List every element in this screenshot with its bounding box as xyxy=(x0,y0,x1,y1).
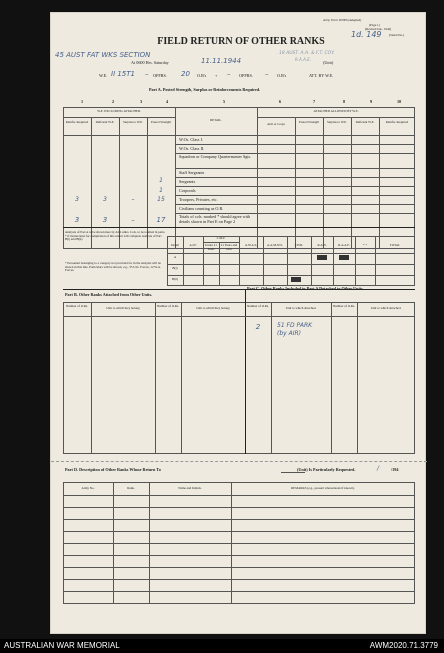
col-header: Deficient W.E. xyxy=(95,120,115,124)
row-label: Staff Sergeants xyxy=(179,170,205,175)
analysis-col: A.W.A.S. xyxy=(244,243,258,247)
corporals-posted: 1 xyxy=(159,187,163,194)
form-page: Army Form W3009 (Adapted) (Page 1) (Revised Jan., 1942) (Serial No.) 1d. 149 FIELD RETURN OF OTHER RANKS 45 AUST FAT WKS SECTION 18 AUST. A.A. & F.T. COY. R.A.A.E. At 0600 Hrs. Saturday 11.11.1944 (Unit) W.E. II 15T1 OFFRS. – O.R's 20 + – OFFRS. – O.R's ATT. BY W.E. Part A. Posted Strength, Surplus or Reinforcements Required. 1 2 3 4 5 6 7 8 9 10 W.E. EXCLUDING ATTACHED. ATTACHED ALLOWED BY W.E. DETAIL. Reinfts. Required Deficient W.E. Surplus to W.E. Posted Strength Arm or Corps Posted Strength Surplus to W.E. Deficient W.E. Reinfts. Required W.Os. Class I. W.Os. Class II. Squadron or Company Quartermaster Sgts. Staff Sergeants Sergeants Corporals Troopers, Privates, etc. Civilians counting as O.R. Totals of cols. marked * should agree with details shown in Part E on Page 2 1 1 3 3 – 15 3 3 – 17 Analysis of Part A to be shown here by ALL units. Cols. to be totalled in pairs. * if instructions for compilation of this return will complete analysis of Part B(i) and B(ii). * Personnel belonging to a category not provided for in the analysis will be shown in this line. Particulars will be shown, e.g., 35 U.K. Forces, 12 W.A. Forces. Detail A.I.F. C.M.F. Under 21 Years 21 Years and over A.W.A.S. A.A.M.W.S. CIVIL R.A.N. R.A.A.F. * * TOTAL A B(i) B(ii) Part B. Other Ranks Attached from Other Units. Part C. Other Ranks Included in Part A Detached to Other Units. Number of O.Rs. Unit to which they belong Number of O.Rs. Unit to which they belong Number of O.Rs. Unit to which detached. Number of O.Rs. Unit to which detached. 2 51 FD PARK (by AIR) Part D. Description of Other Ranks Whose Return To (Unit) Is Particularly Requested. / /194 Army No. Rank. Name and Initials. REMARKS (e.g., present whereabouts if known). xyxy=(50,12,426,634)
col-number: 10 xyxy=(397,99,402,104)
part-c-number: 2 xyxy=(255,323,261,331)
part-d-col: REMARKS (e.g., present whereabouts if known). xyxy=(291,486,355,490)
analysis-col: R.A.A.F. xyxy=(338,243,350,247)
analysis-row: A xyxy=(173,255,177,259)
part-d-col: Rank. xyxy=(127,486,135,490)
row-label: Corporals xyxy=(179,188,196,193)
analysis-col: 21 Years and over xyxy=(220,243,238,251)
col-header: Surplus to W.E. xyxy=(326,120,347,124)
page-title: FIELD RETURN OF OTHER RANKS xyxy=(157,36,325,47)
or-label: O.R's xyxy=(197,73,207,78)
redaction-mark xyxy=(339,255,349,260)
analysis-col: R.A.N. xyxy=(317,243,327,247)
part-c-unit: 51 FD PARK xyxy=(277,322,313,329)
part-b-col: Unit to which they belong xyxy=(106,306,140,310)
col-number: 4 xyxy=(166,99,169,104)
row-label: Sergeants xyxy=(179,179,196,184)
part-b-col: Number of O.Rs. xyxy=(157,304,179,308)
privates-deficient: 3 xyxy=(103,196,107,203)
col-header: Posted Strength xyxy=(298,120,320,124)
col-number: 8 xyxy=(343,99,346,104)
analysis-col: A.A.M.W.S. xyxy=(267,243,283,247)
footer-accession: AWM2020.71.3779 xyxy=(369,641,438,650)
col-number: 5 xyxy=(223,99,226,104)
personnel-note: * Personnel belonging to a category not provided for in the analysis will be shown in this line. Particulars will be shown, e.g., 35 U.K. Forces, 12 W.A. Forces. xyxy=(65,261,161,273)
part-b-col: Number of O.Rs. xyxy=(66,304,88,308)
footer-source: AUSTRALIAN WAR MEMORIAL xyxy=(4,641,120,650)
total-posted: 17 xyxy=(156,216,166,224)
att-label: ATT. BY W.E. xyxy=(309,73,334,78)
part-a-title: Part A. Posted Strength, Surplus or Reinforcements Required. xyxy=(149,87,261,92)
privates-surplus: – xyxy=(131,196,135,203)
analysis-row: B(ii) xyxy=(171,277,179,281)
col-header: Surplus to W.E. xyxy=(122,120,143,124)
analysis-col: C.M.F. xyxy=(216,236,226,240)
row-label: Squadron or Company Quartermaster Sgts. xyxy=(179,154,252,159)
part-d-title: Part D. Description of Other Ranks Whose Return To xyxy=(65,467,161,472)
row-label: Civilians counting as O.R. xyxy=(179,206,224,211)
part-b-col: Unit to which they belong xyxy=(196,306,230,310)
part-b-title: Part B. Other Ranks Attached from Other Units. xyxy=(65,292,153,297)
revised-label: (Revised Jan., 1942) xyxy=(365,27,392,31)
attached-header: ATTACHED ALLOWED BY W.E. xyxy=(313,109,359,113)
col-header: Reinfts. Required xyxy=(65,120,89,124)
part-d-year: /194 xyxy=(391,467,399,472)
unit-handwritten-left: 45 AUST FAT WKS SECTION xyxy=(55,51,151,59)
part-c-col: Number of O.Rs. xyxy=(333,304,355,308)
col-number: 9 xyxy=(370,99,373,104)
part-c-unit-note: (by AIR) xyxy=(277,330,301,337)
sergeants-posted: 1 xyxy=(159,177,163,184)
unit-stamp: 18 AUST. A.A. & F.T. COY. xyxy=(279,51,335,56)
army-form-label: Army Form W3009 (Adapted) xyxy=(323,18,362,22)
row-label: W.Os. Class I. xyxy=(179,137,203,142)
part-c-title: Part C. Other Ranks Included in Part A Detached to Other Units. xyxy=(247,286,364,291)
analysis-col: Detail xyxy=(171,243,179,247)
analysis-row: B(i) xyxy=(172,266,178,270)
at-time-label: At 0600 Hrs. Saturday xyxy=(131,60,169,65)
col-number: 3 xyxy=(140,99,143,104)
archive-footer xyxy=(0,639,444,653)
totals-label: Totals of cols. marked * should agree with details shown in Part E on Page 2 xyxy=(179,214,251,224)
offrs2-label: OFFRS. xyxy=(239,73,253,78)
row-label: Troopers, Privates, etc. xyxy=(179,197,218,202)
col-header: Reinfts. Required xyxy=(385,120,409,124)
date-handwritten: 11.11.1944 xyxy=(201,57,242,65)
part-d-unit-label: (Unit) Is Particularly Requested. xyxy=(297,467,356,472)
we-handwritten: II 15T1 xyxy=(111,70,135,78)
col-number: 6 xyxy=(279,99,282,104)
row-label: W.Os. Class II. xyxy=(179,146,205,151)
analysis-col: TOTAL xyxy=(389,243,401,247)
analysis-col: Under 21 Years xyxy=(205,243,217,251)
or2-label: O.R's xyxy=(277,73,287,78)
offrs2-handwritten: – xyxy=(227,70,231,78)
or2-handwritten: – xyxy=(265,70,269,78)
offrs-label: OFFRS. xyxy=(153,73,167,78)
unit-stamp-sub: R.A.A.E. xyxy=(295,57,312,62)
total-deficient: 3 xyxy=(102,216,108,224)
detail-header: DETAIL. xyxy=(209,118,223,122)
total-surplus: – xyxy=(131,216,135,224)
privates-posted: 15 xyxy=(157,196,165,203)
redaction-mark xyxy=(291,277,301,282)
analysis-col: A.I.F. xyxy=(189,243,197,247)
part-d-col: Army No. xyxy=(81,486,95,490)
col-number: 7 xyxy=(313,99,316,104)
col-header: Deficient W.E. xyxy=(355,120,375,124)
page-label: (Page 1) xyxy=(369,23,380,27)
serial-handwritten: 1d. 149 xyxy=(351,30,382,39)
we-excluding-header: W.E. EXCLUDING ATTACHED. xyxy=(97,109,141,113)
we-label: W.E. xyxy=(99,73,108,78)
analysis-col: * * xyxy=(363,243,367,247)
col-header: Arm or Corps xyxy=(267,122,285,126)
part-c-col: Unit to which detached. xyxy=(285,306,317,310)
analysis-col: CIVIL xyxy=(294,243,304,247)
col-header: Posted Strength xyxy=(150,120,172,124)
offrs-handwritten: – xyxy=(145,70,149,78)
col-number: 1 xyxy=(81,99,84,104)
redaction-mark xyxy=(317,255,327,260)
or-handwritten: 20 xyxy=(181,70,190,78)
total-reinfts: 3 xyxy=(74,216,80,224)
part-c-col: Unit to which detached. xyxy=(370,306,402,310)
part-d-col: Name and Initials. xyxy=(178,486,202,490)
part-c-col: Number of O.Rs. xyxy=(247,304,269,308)
analysis-note: Analysis of Part A to be shown here by ALL units. Cols. to be totalled in pairs. * if instructions for compilation of this return will complete analysis of Part B(i) and B(ii). xyxy=(65,230,166,242)
unit-label: (Unit) xyxy=(323,60,334,65)
serial-label: (Serial No.) xyxy=(389,33,405,37)
privates-reinfts: 3 xyxy=(75,196,79,203)
col-number: 2 xyxy=(112,99,115,104)
part-bc-table xyxy=(63,302,415,454)
